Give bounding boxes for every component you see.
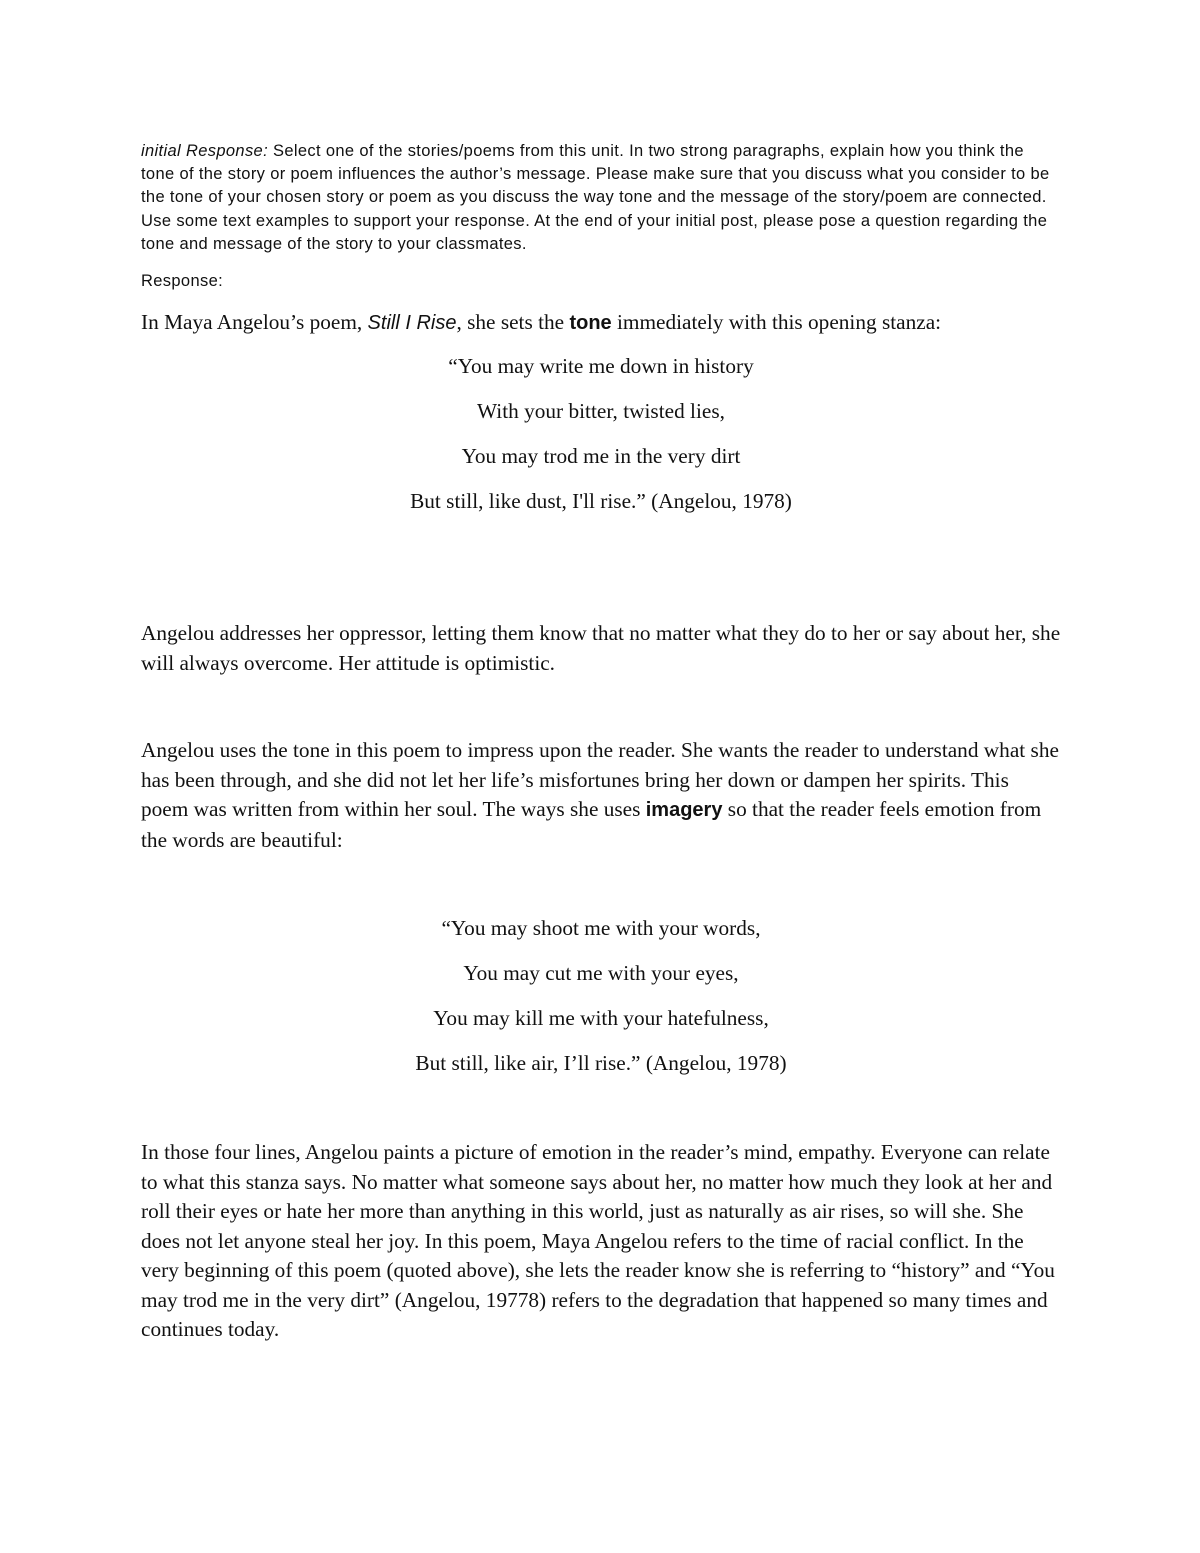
intro-before: In Maya Angelou’s poem, [141,310,368,334]
opening-stanza-quote [141,352,1061,532]
imagery-stanza-quote [141,914,1061,1094]
paragraph-imagery [141,736,1061,855]
stanza-line: You may kill me with your hatefulness, [433,1006,769,1030]
prompt-lead: initial Response: [141,142,269,160]
intro-paragraph [141,308,1061,339]
stanza-line: But still, like air, I’ll rise.” (Angelou, 1978) [415,1051,787,1075]
stanza-line: You may cut me with your eyes, [463,961,739,985]
stanza-line: “You may shoot me with your words, [441,916,761,940]
prompt-text: Select one of the stories/poems from this unit. In two strong paragraphs, explain how you think the tone of the story or poem influences the author’s message. Please make sure that you discuss what you consider to be the tone of your chosen story or poem as you discuss the way tone and the message of the story/poem are connected. Use some text examples to support your response. At the end of your initial post, please pose a question regarding the tone and message of the story to your classmates. [141,142,1050,253]
stanza-line: But still, like dust, I'll rise.” (Angelou, 1978) [410,489,792,513]
assignment-prompt [141,140,1061,256]
intro-after: immediately with this opening stanza: [611,310,942,334]
stanza-line: You may trod me in the very dirt [461,444,741,468]
p2-before: Angelou uses the tone in this poem to impress upon the reader. She wants the reader to understand what she has been through, and she did not let her life’s misfortunes bring her down or dampen her spirits. This poem was written from within her soul. The ways she uses [141,738,1059,821]
poem-title: Still I Rise [367,312,457,334]
stanza-line: With your bitter, twisted lies, [477,399,725,423]
response-label: Response: [141,272,224,290]
p2-after: so that the reader feels emotion from the words are beautiful: [141,797,1042,852]
paragraph-analysis: In those four lines, Angelou paints a picture of emotion in the reader’s mind, empathy. Everyone can relate to what this stanza says. No matter what someone says about her, no matter how much they look at her and roll their eyes or hate her more than anything in this world, just as naturally as air rises, so will she. She does not let anyone steal her joy. In this poem, Maya Angelou refers to the time of racial conflict. In the very beginning of this poem (quoted above), she lets the reader know she is referring to “history” and “You may trod me in the very dirt” (Angelou, 19778) refers to the degradation that happened so many times and continues today. [141,1140,1055,1341]
keyword-tone: tone [569,312,612,334]
keyword-imagery: imagery [645,799,723,821]
stanza-line: “You may write me down in history [448,354,754,378]
intro-middle: , she sets the [456,310,570,334]
paragraph-oppressor: Angelou addresses her oppressor, letting them know that no matter what they do to her or say about her, she will always overcome. Her attitude is optimistic. [141,621,1061,675]
